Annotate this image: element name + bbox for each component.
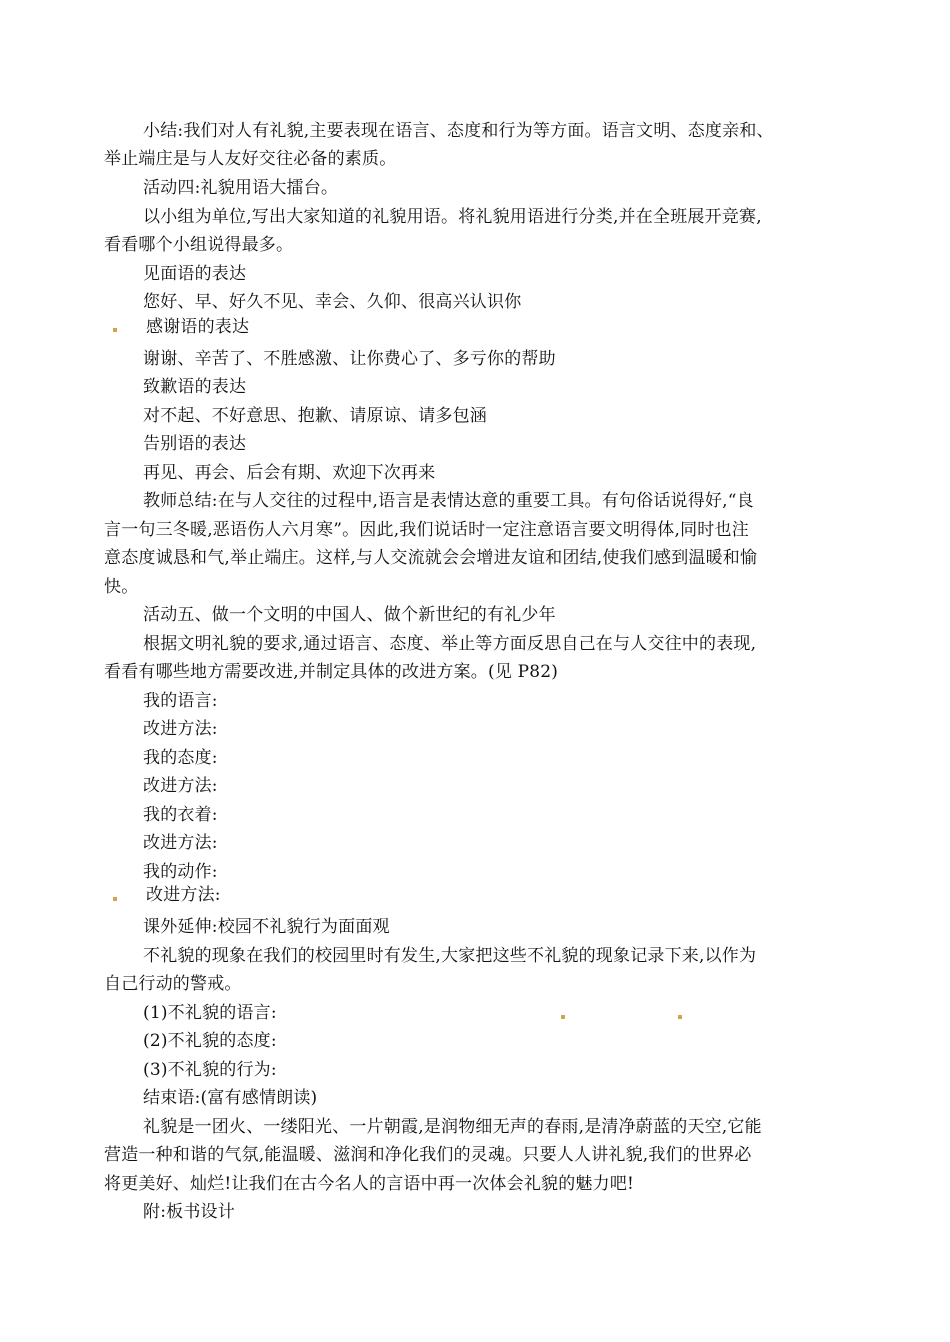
speck-mark: [678, 1015, 682, 1019]
speck-mark: [561, 1015, 565, 1019]
teacher-summary-line-3: 意态度诚恳和气,举止端庄。这样,与人交流就会会增进友谊和团结,使我们感到温暖和愉: [104, 548, 758, 568]
improvement-label-2: 改进方法:: [143, 776, 218, 796]
speck-mark: [113, 897, 117, 901]
summary-line-2: 举止端庄是与人友好交往必备的素质。: [104, 149, 397, 169]
teacher-summary-line-2: 言一句三冬暖,恶语伤人六月寒”。因此,我们说话时一定注意语言要文明得体,同时也注: [104, 520, 749, 540]
closing-line-1: 礼貌是一团火、一缕阳光、一片朝霞,是润物细无声的春雨,是清净蔚蓝的天空,它能: [143, 1117, 762, 1137]
extension-line-1: 不礼貌的现象在我们的校园里时有发生,大家把这些不礼貌的现象记录下来,以作为: [143, 946, 757, 966]
impolite-behavior-item: (3)不礼貌的行为:: [143, 1060, 277, 1080]
farewell-phrases: 再见、再会、后会有期、欢迎下次再来: [143, 463, 436, 483]
extension-heading: 课外延伸:校园不礼貌行为面面观: [143, 917, 390, 937]
apology-heading: 致歉语的表达: [143, 377, 247, 397]
greeting-heading: 见面语的表达: [143, 264, 247, 284]
teacher-summary-line-4: 快。: [104, 577, 139, 597]
speck-mark: [113, 328, 117, 332]
impolite-language-item: (1)不礼貌的语言:: [143, 1003, 277, 1023]
activity-five-line-1: 根据文明礼貌的要求,通过语言、态度、举止等方面反思自己在与人交往中的表现,: [143, 634, 757, 654]
apology-phrases: 对不起、不好意思、抱歉、请原谅、请多包涵: [143, 406, 487, 426]
improvement-label-3: 改进方法:: [143, 833, 218, 853]
thanks-heading: 感谢语的表达: [146, 317, 250, 337]
activity-four-line-2: 看看哪个小组说得最多。: [104, 235, 294, 255]
my-actions-label: 我的动作:: [143, 862, 218, 882]
my-language-label: 我的语言:: [143, 691, 218, 711]
teacher-summary-line-1: 教师总结:在与人交往的过程中,语言是表情达意的重要工具。有句俗话说得好,“良: [143, 491, 754, 511]
activity-four-heading: 活动四:礼貌用语大擂台。: [143, 178, 339, 198]
activity-five-line-2: 看看有哪些地方需要改进,并制定具体的改进方案。(见 P82): [104, 662, 559, 682]
summary-line-1: 小结:我们对人有礼貌,主要表现在语言、态度和行为等方面。语言文明、态度亲和、: [143, 121, 774, 141]
activity-four-line-1: 以小组为单位,写出大家知道的礼貌用语。将礼貌用语进行分类,并在全班展开竞赛,: [143, 207, 762, 227]
appendix-heading: 附:板书设计: [143, 1202, 235, 1222]
activity-five-heading: 活动五、做一个文明的中国人、做个新世纪的有礼少年: [143, 605, 556, 625]
impolite-attitude-item: (2)不礼貌的态度:: [143, 1031, 277, 1051]
greeting-phrases: 您好、早、好久不见、幸会、久仰、很高兴认识你: [143, 292, 522, 312]
closing-line-3: 将更美好、灿烂!让我们在古今名人的言语中再一次体会礼貌的魅力吧!: [104, 1174, 635, 1194]
thanks-phrases: 谢谢、辛苦了、不胜感激、让你费心了、多亏你的帮助: [143, 349, 556, 369]
my-clothing-label: 我的衣着:: [143, 805, 218, 825]
closing-line-2: 营造一种和谐的气氛,能温暖、滋润和净化我们的灵魂。只要人人讲礼貌,我们的世界必: [104, 1145, 752, 1165]
improvement-label-1: 改进方法:: [143, 719, 218, 739]
my-attitude-label: 我的态度:: [143, 748, 218, 768]
extension-line-2: 自己行动的警戒。: [104, 974, 242, 994]
improvement-label-4: 改进方法:: [146, 885, 221, 905]
farewell-heading: 告别语的表达: [143, 434, 247, 454]
closing-heading: 结束语:(富有感情朗读): [143, 1088, 318, 1108]
